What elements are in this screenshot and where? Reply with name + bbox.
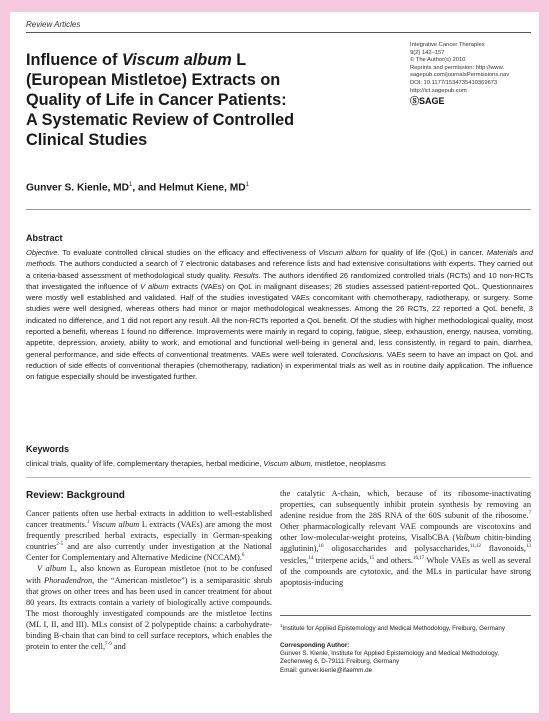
reprints-link[interactable]: sagepub.com/journalsPermissions.nav bbox=[410, 72, 510, 79]
corresponding-author-address: Gunver S. Kienle, Institute for Applied Epistemology and Medical Methodology, Zechenweg 6, D-79111 Freiburg, Germany bbox=[280, 649, 499, 666]
body-column-right bbox=[280, 488, 531, 588]
abstract-text: Objective. To evaluate controlled clinical studies on the efficacy and effectiveness of Viscum album for quality of life (QoL) in cancer. Materials and methods. The authors conducted a search of 7 electronic databases and reference lists and had extensive consultations with experts. They carried out a criteria-based assessment of methodological study quality. Results. The authors identified 26 randomized controlled trials (RCTs) and 10 non-RCTs that investigated the influence of V album extracts (VAEs) on QoL in malignant diseases; 26 studies assessed patient-reported QoL. Questionnaires were mostly well established and validated. Half of the studies investigated VAEs concomitant with chemotherapy, radiotherapy, or surgery. Some studies were well designed, whereas others had minor or major methodological weaknesses. Among the 26 RCTs, 22 reported a QoL benefit, 3 indicated no difference, and 1 did not report any result. All the non-RCTs reported a QoL benefit. Of the studies with higher methodological quality, most reported a benefit, whereas 1 found no difference. Improvements were mainly in regard to coping, fatigue, sleep, exhaustion, energy, nausea, vomiting, appetite, depression, anxiety, ability to work, and emotional and functional well-being in general and, less consistently, in regard to pain, diarrhea, general performance, and side effects of conventional treatments. VAEs were well tolerated. Conclusions. VAEs seem to have an impact on QoL and reduction of side effects of conventional therapies (chemotherapy, radiation) in experimental trials as well as in routine daily application. The influence on fatigue especially should be investigated further. bbox=[26, 248, 533, 382]
paragraph: V album L, also known as European mistletoe (not to be confused with Phoradendron, the “American mistletoe”) is a semiparasitic shrub that grows on other trees and has been used in cancer treatment for about 80 years. Its extracts contain a variety of biologically active compounds. The most thoroughly investigated compounds are the mistletoe lectins (ML I, II, and III). MLs consist of 2 polypeptide chains: a carbohydrate-binding B-chain that can bind to cell surface receptors, which enables the protein to enter the cell,$^{7-9}$ and bbox=[26, 564, 273, 652]
doi: DOI: 10.1177/1534735410369673 bbox=[410, 79, 498, 86]
journal-url[interactable]: http://ict.sagepub.com bbox=[410, 87, 467, 94]
paragraph: Cancer patients often use herbal extracts in addition to well-established cancer treatments.$^1$ Viscum album L extracts (VAEs) are among the most frequently prescribed herbal extracts, especially in German-speaking countries$^{2-5}$ and are also currently under investigation at the National Center for Complementary and Alternative Medicine (NCCAM).$^6$ bbox=[26, 509, 272, 563]
paragraph: the catalytic A-chain, which, because of its ribosome-inactivating properties, can subsequently inhibit protein synthesis by removing an adenine residue from the 28S RNA of the 60S subunit of the ribosome.$^7$ Other pharmacologically relevant VAE compounds are viscotoxins and other low-molecular-weight proteins, VisalbCBA (Valbum chitin-binding agglutinin),$^{10}$ oligosaccharides and polysaccharides,$^{11,12}$ flavonoids,$^{13}$ vesicles,$^{14}$ triterpene acids,$^{15}$ and others.$^{16,17}$ Whole VAEs as well as several of the compounds are cytotoxic, and the MLs in particular have strong apoptosis-inducing bbox=[280, 489, 532, 587]
journal-volume: 9(2) 142–157 bbox=[410, 49, 445, 56]
section-label: Review Articles bbox=[26, 20, 81, 29]
abstract-heading: Abstract bbox=[26, 233, 63, 243]
sage-logo-icon: Ⓢ bbox=[410, 96, 420, 107]
footnote-rule bbox=[280, 615, 531, 616]
affiliation: $^1$Institute for Applied Epistemology and Medical Methodology, Freiburg, Germany bbox=[280, 623, 506, 633]
keywords-heading: Keywords bbox=[26, 444, 70, 454]
divider bbox=[26, 209, 531, 210]
body-column-left bbox=[26, 508, 272, 652]
reprints-line: Reprints and permission: http://www. bbox=[410, 64, 505, 71]
header-rule bbox=[26, 32, 531, 33]
copyright: © The Author(s) 2010 bbox=[410, 57, 466, 64]
corresponding-author-label: Corresponding Author: bbox=[280, 641, 350, 649]
divider bbox=[26, 477, 531, 478]
article-title: Influence of Viscum album L (European Mistletoe) Extracts on Quality of Life in Cancer Patients: A Systematic Review of Controlled Clinical Studies bbox=[26, 51, 295, 149]
publication-info bbox=[410, 42, 535, 107]
article-page bbox=[10, 12, 539, 713]
section-heading: Review: Background bbox=[26, 490, 125, 501]
keywords-text: clinical trials, quality of life, complementary therapies, herbal medicine, Viscum album, mistletoe, neoplasms bbox=[26, 459, 386, 468]
corresponding-author-email[interactable]: Email: gunver.kienle@ifaemm.de bbox=[280, 666, 373, 674]
publisher-logo: ⓈSAGE bbox=[410, 96, 445, 107]
footnotes bbox=[280, 622, 531, 675]
journal-name: Integrative Cancer Therapies bbox=[410, 42, 485, 48]
authors: Gunver S. Kienle, $MD^1$, and Helmut Kiene, $MD^1$ bbox=[26, 182, 249, 194]
